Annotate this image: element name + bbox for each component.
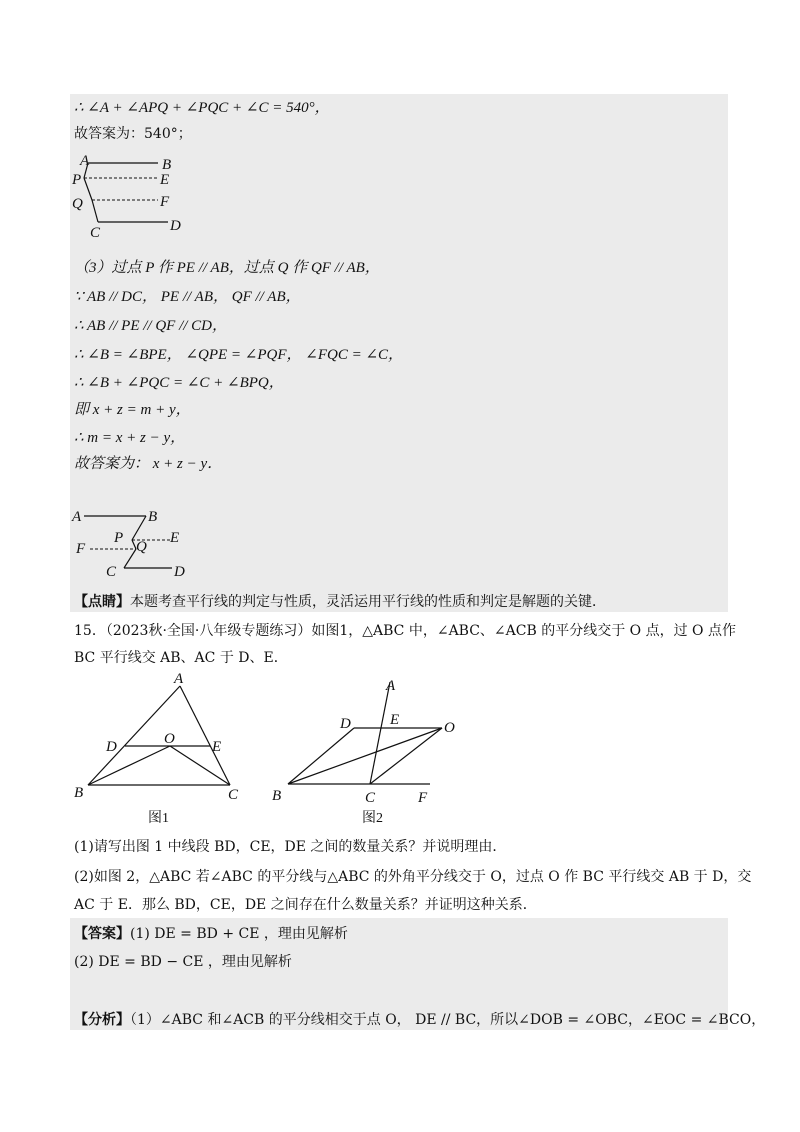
fig-a-label-a: A: [80, 153, 90, 169]
solution-line-4: ∵ AB // DC， PE // AB， QF // AB，: [74, 289, 301, 305]
analysis-line: [74, 1010, 765, 1030]
answer-1: (1) DE = BD + CE ，理由见解析: [130, 926, 348, 942]
dianjing-line: [74, 592, 606, 612]
question-1: (1)请写出图 1 中线段 BD，CE，DE 之间的数量关系？并说明理由．: [74, 839, 507, 855]
fig-a-label-c: C: [90, 225, 101, 240]
fig-1-label-o: O: [164, 731, 175, 747]
fig-b-label-c: C: [106, 564, 117, 580]
fig-2-label-a: A: [386, 678, 396, 694]
answer-line-1: [74, 924, 348, 944]
figure-1: [70, 672, 250, 827]
fig-1-label-e: E: [212, 739, 222, 755]
figure-2: [270, 672, 470, 827]
solution-line-2: 故答案为：540°；: [74, 126, 192, 142]
solution-line-1: ∴ ∠A + ∠APQ + ∠PQC + ∠C = 540°，: [74, 100, 330, 116]
fig-a-label-e: E: [160, 172, 170, 188]
fig-1-label-a: A: [174, 672, 184, 687]
solution-line-10: 故答案为： x + z − y．: [74, 456, 223, 472]
fig-b-label-q: Q: [136, 539, 147, 555]
fig-2-label-d: D: [340, 716, 351, 732]
fig-b-label-b: B: [148, 509, 158, 525]
problem-15-line-2: BC 平行线交 AB、AC 于 D、E．: [74, 650, 288, 666]
fig-b-label-a: A: [72, 509, 82, 525]
fig-2-caption: 图2: [362, 811, 383, 826]
fig-b-label-e: E: [170, 530, 180, 546]
dianjing-tag: 【点睛】: [74, 594, 130, 610]
fig-b-label-d: D: [174, 564, 185, 580]
fig-2-label-o: O: [444, 720, 455, 736]
dianjing-text: 本题考查平行线的判定与性质，灵活运用平行线的性质和判定是解题的关键．: [130, 594, 606, 610]
question-2-line-1: (2)如图 2，△ABC 若∠ABC 的平分线与△ABC 的外角平分线交于 O，过点 O 作 BC 平行线交 AB 于 D，交: [74, 869, 752, 885]
fig-2-label-f: F: [418, 790, 428, 806]
fig-a-label-d: D: [170, 218, 181, 234]
solution-line-9: ∴ m = x + z − y，: [74, 430, 186, 446]
answer-line-2: (2) DE = BD − CE ，理由见解析: [74, 954, 292, 970]
fig-1-label-b: B: [74, 785, 84, 801]
fig-b-label-f: F: [76, 541, 86, 557]
fig-2-label-b: B: [272, 788, 282, 804]
fig-a-label-q: Q: [72, 196, 83, 212]
answer-tag: 【答案】: [74, 926, 130, 942]
analysis-tag: 【分析】: [74, 1012, 130, 1028]
solution-line-5: ∴ AB // PE // QF // CD，: [74, 318, 228, 334]
analysis-text: （1）∠ABC 和∠ACB 的平分线相交于点 O， DE // BC，所以∠DOB = ∠OBC，∠EOC = ∠BCO，: [130, 1012, 766, 1028]
problem-15-line-1: 15．（2023秋·全国·八年级专题练习）如图1，△ABC 中，∠ABC、∠ACB 的平分线交于 O 点，过 O 点作: [74, 623, 736, 639]
solution-line-7: ∴ ∠B + ∠PQC = ∠C + ∠BPQ，: [74, 375, 284, 391]
fig-a-label-p: P: [72, 172, 82, 188]
figure-a: [70, 150, 200, 240]
fig-a-label-f: F: [160, 194, 170, 210]
solution-line-6: ∴ ∠B = ∠BPE， ∠QPE = ∠PQF， ∠FQC = ∠C，: [74, 347, 404, 363]
fig-2-label-c: C: [365, 790, 376, 806]
fig-1-caption: 图1: [148, 811, 169, 826]
figure-b: [70, 505, 200, 585]
question-2-line-2: AC 于 E．那么 BD，CE，DE 之间存在什么数量关系？并证明这种关系．: [74, 897, 537, 913]
solution-line-3: （3）过点 P 作 PE // AB，过点 Q 作 QF // AB，: [74, 260, 380, 276]
fig-b-label-p: P: [114, 530, 124, 546]
fig-1-label-c: C: [228, 787, 239, 803]
solution-line-8: 即 x + z = m + y，: [74, 402, 191, 418]
fig-2-label-e: E: [390, 712, 400, 728]
fig-a-label-b: B: [162, 157, 172, 173]
fig-1-label-d: D: [106, 739, 117, 755]
